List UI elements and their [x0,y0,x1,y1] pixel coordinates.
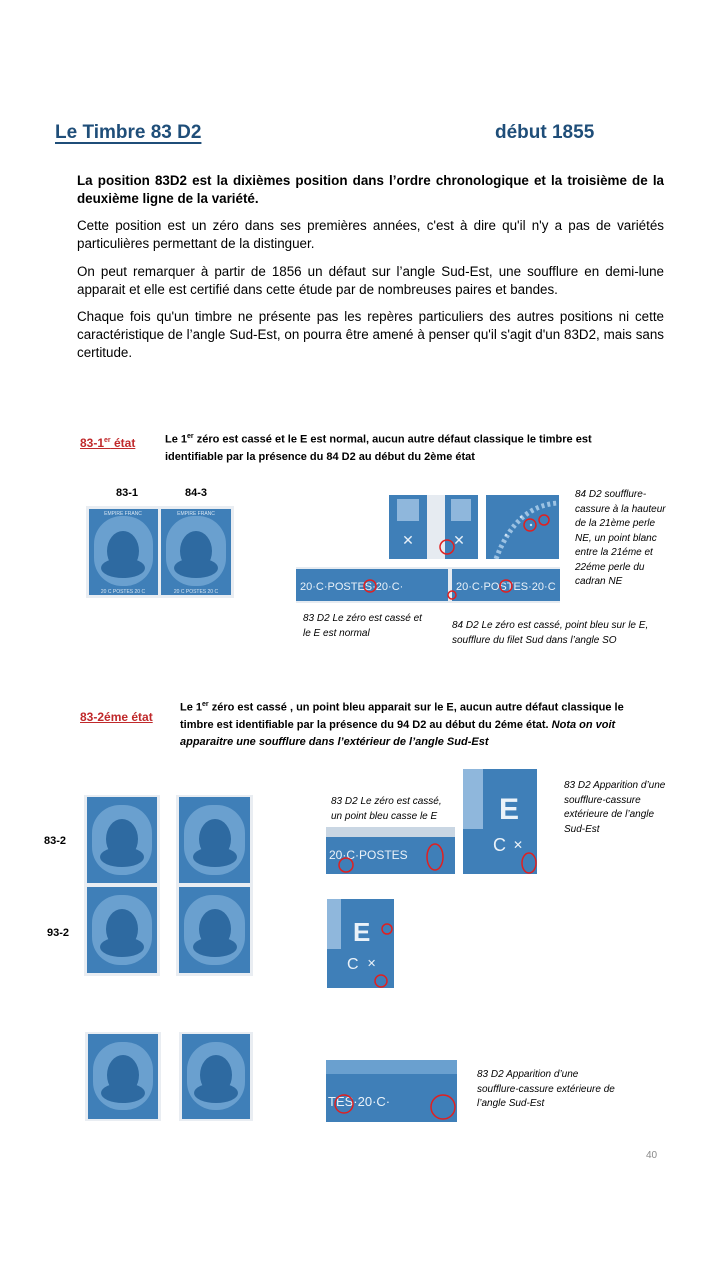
stamp-block-right-image [176,795,253,976]
stamp-single-right-image [179,1032,253,1121]
svg-text:✕: ✕ [513,838,524,852]
page-number: 40 [646,1150,658,1161]
detail-83d2-e-point-image [327,899,394,988]
intro-paragraph-3: On peut remarquer à partir de 1856 un défaut sur l’angle Sud-Est, une soufflure en demi-lune apparait et elle est certifié dans cette étude par de nombreuses paires et bandes. [77,264,664,297]
state1-description: Le 1er zéro est cassé et le E est normal, aucun autre défaut classique le timbre est identifiable par la présence du 84 D2 au début du 2ème état [165,433,592,463]
svg-text:✕: ✕ [453,532,465,548]
caption-84d2-soufflure: 84 D2 soufflure-cassure à la hauteur de la 21ème perle NE, un point blanc entre la 21éme et 22éme perle du cadran NE [575,489,666,587]
state1-label: 83-1er état [80,436,136,450]
detail-84d2-pearls-image [486,495,559,559]
svg-text:EMPIRE FRANC: EMPIRE FRANC [104,511,142,517]
detail-84d2-corner-image [389,495,478,559]
state2-nota: Nota on voit apparaitre une soufflure dans l’extérieur de l’angle Sud-Est [180,718,616,748]
stamp-83-1-image [89,509,158,595]
state2-label: 83-2éme état [80,710,153,724]
svg-text:20 C POSTES 20 C: 20 C POSTES 20 C [100,589,146,595]
svg-text:20·C·POSTES: 20·C·POSTES [329,848,408,862]
stamp-84-3-image [161,509,231,595]
page-date: début 1855 [495,122,595,143]
svg-text:C: C [347,956,359,973]
svg-text:✕: ✕ [367,958,377,970]
stamp-row-label-83-2: 83-2 [44,835,67,847]
state2-description: Le 1er zéro est cassé , un point bleu apparait sur le E, aucun autre défaut classique le timbre est identifiable par la présence du 94 D2 au début du 2éme état. Nota on voit apparaitre une soufflure dans l’extérieur de l’angle Sud-Est [180,701,624,748]
detail-83d2-corner-se-image [463,769,537,874]
page-title: Le Timbre 83 D2 [55,122,202,143]
caption-83d2-apparition-1: 83 D2 Apparition d’une soufflure-cassure extérieure de l’angle Sud-Est [564,780,666,835]
caption-83d2-zero-casse: 83 D2 Le zéro est cassé et le E est normal [303,613,422,639]
stamp-pair-image [86,506,234,598]
svg-text:✕: ✕ [402,532,414,548]
svg-text:E: E [499,793,520,826]
svg-text:TES·20·C·: TES·20·C· [328,1094,391,1109]
svg-text:C: C [493,835,506,855]
svg-text:20·C·POSTES·20·C: 20·C·POSTES·20·C [456,581,556,593]
intro-paragraph-2: Cette position est un zéro dans ses premières années, c'est à dire qu'il n'y a pas de variétés particulières permettant de la distinguer. [77,218,664,251]
svg-text:EMPIRE FRANC: EMPIRE FRANC [177,511,215,517]
stamp-number-83-1: 83-1 [116,487,139,499]
detail-83d2-zero-e-image [326,827,455,874]
stamp-number-84-3: 84-3 [185,487,208,499]
svg-text:E: E [353,917,371,947]
intro-paragraph-4: Chaque fois qu'un timbre ne présente pas les repères particuliers des autres positions ni cette caractéristique de l’angle Sud-Est, on pourra être amené à penser qu'il s'agit d'un 83D2, mais sans certitude. [77,309,664,360]
stamp-single-left-image [85,1032,161,1121]
intro-paragraph-1: La position 83D2 est la dixièmes position dans l’ordre chronologique et la troisième de la deuxième ligne de la variété. [77,173,664,206]
svg-text:20·C·POSTES·20·C·: 20·C·POSTES·20·C· [300,581,404,593]
stamp-row-label-93-2: 93-2 [47,927,70,939]
detail-83d2-bottom-strip-image [326,1060,457,1122]
caption-84d2-point-bleu: 84 D2 Le zéro est cassé, point bleu sur le E, soufflure du filet Sud dans l’angle SO [452,620,649,646]
svg-text:20 C POSTES 20 C: 20 C POSTES 20 C [173,589,219,595]
caption-83d2-apparition-2: 83 D2 Apparition d’une soufflure-cassure extérieure de l’angle Sud-Est [477,1069,615,1109]
caption-83d2-point-bleu: 83 D2 Le zéro est cassé, un point bleu casse le E [331,796,442,822]
detail-strip-bottom-image [296,567,560,603]
stamp-block-left-image [84,795,160,976]
